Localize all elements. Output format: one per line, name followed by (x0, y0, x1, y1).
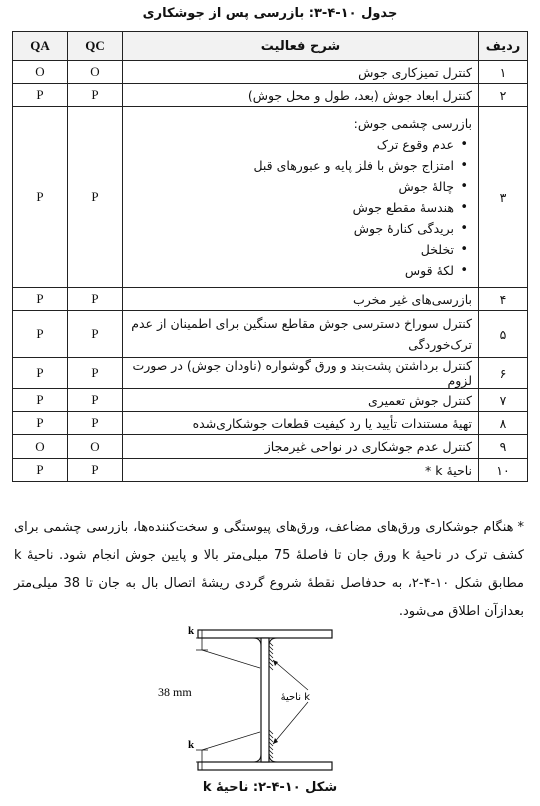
list-item: • لکهٔ قوس (129, 260, 454, 281)
header-qa: QA (13, 32, 68, 61)
zone-leader-top (273, 660, 308, 690)
list-item: • بریدگی کنارهٔ جوش (129, 218, 454, 239)
header-activity: شرح فعالیت (123, 32, 479, 61)
dim-leader-top (202, 650, 260, 668)
web (261, 638, 269, 762)
row-number: ۷ (479, 389, 528, 412)
table-row (13, 84, 528, 107)
row-description: تهیهٔ مستندات تأیید یا رد کیفیت قطعات جوشکاری‌شده (123, 412, 479, 435)
fillet-top-left (253, 638, 261, 646)
table-title: جدول ۱۰-۴-۳: بازرسی پس از جوشکاری (142, 6, 398, 21)
table-row (13, 435, 528, 459)
table-row (13, 358, 528, 389)
table-row (13, 311, 528, 358)
bottom-flange (198, 762, 332, 770)
table-row (13, 389, 528, 412)
row-qc: O (68, 435, 123, 459)
row-description: کنترل ابعاد جوش (بعد، طول و محل جوش) (123, 84, 479, 107)
row-number: ۱۰ (479, 459, 528, 482)
row-description (123, 107, 479, 288)
row-qa: P (13, 107, 68, 288)
header-row-no: ردیف (479, 32, 528, 61)
k-zone-hatch-bottom (269, 730, 273, 758)
row-qa: P (13, 84, 68, 107)
row-qa: O (13, 435, 68, 459)
fillet-top-right (269, 638, 277, 646)
row-description: کنترل تمیزکاری جوش (123, 61, 479, 84)
table-header-row (13, 32, 528, 61)
row-qc: P (68, 311, 123, 358)
footnote (14, 514, 524, 626)
zone-leader-bottom (273, 702, 308, 744)
row-number: ۹ (479, 435, 528, 459)
row-qc: P (68, 84, 123, 107)
list-item: • تخلخل (129, 239, 454, 260)
k-top-label: k (188, 625, 195, 637)
table-row (13, 61, 528, 84)
row-description: کنترل سوراخ دسترسی جوش مقاطع سنگین برای اطمینان از عدم ترک‌خوردگی (123, 311, 479, 358)
row-qc: P (68, 107, 123, 288)
row-qc: P (68, 459, 123, 482)
row-qc: P (68, 288, 123, 311)
list-item: • عدم وقوع ترک (129, 134, 454, 155)
table-row (13, 107, 528, 288)
list-item: • امتزاج جوش با فلز پایه و عبورهای قبل (129, 155, 454, 176)
row-number: ۶ (479, 358, 528, 389)
header-qc: QC (68, 32, 123, 61)
dim-38mm-label: 38 mm (158, 685, 192, 699)
row-number: ۱ (479, 61, 528, 84)
dim-leader-bottom (202, 732, 260, 750)
row-qa: P (13, 358, 68, 389)
visual-inspection-list (129, 134, 472, 281)
footnote-star: * (517, 520, 524, 535)
row-number: ۴ (479, 288, 528, 311)
row-number: ۸ (479, 412, 528, 435)
list-item: • هندسهٔ مقطع جوش (129, 197, 454, 218)
list-item: • چالهٔ جوش (129, 176, 454, 197)
row-qc: O (68, 61, 123, 84)
row-description: بازرسی‌های غیر مخرب (123, 288, 479, 311)
row-qa: P (13, 459, 68, 482)
row-qa: P (13, 389, 68, 412)
row-qc: P (68, 358, 123, 389)
row-description: کنترل عدم جوشکاری در نواحی غیرمجاز (123, 435, 479, 459)
fillet-bottom-left (253, 754, 261, 762)
k-zone-hatch-top (269, 642, 273, 670)
table-row (13, 288, 528, 311)
footnote-text: هنگام جوشکاری ورق‌های مضاعف، ورق‌های پیوستگی و سخت‌کننده‌ها، بازرسی چشمی برای کشف ترک در ناحیهٔ k ورق جان تا فاصلهٔ 75 میلی‌متر بالا و پایین جوش انجام شود. ناحیهٔ k مطابق شکل ۱۰-۴-۲، به حدفاصل نقطهٔ شروع گردی ریشهٔ اتصال بال به جان تا 38 میلی‌متر بعدازآن اطلاق می‌شود. (14, 520, 524, 619)
row-qc: P (68, 412, 123, 435)
figure-caption: شکل ۱۰-۴-۲: ناحیهٔ k (202, 780, 338, 795)
row-number: ۲ (479, 84, 528, 107)
row-description: ناحیهٔ k * (123, 459, 479, 482)
post-weld-inspection-table (12, 31, 528, 482)
row-qa: P (13, 412, 68, 435)
row-description: کنترل جوش تعمیری (123, 389, 479, 412)
row-qc: P (68, 389, 123, 412)
row-number: ۵ (479, 311, 528, 358)
row-qa: O (13, 61, 68, 84)
row-number: ۳ (479, 107, 528, 288)
table-row (13, 459, 528, 482)
top-flange (198, 630, 332, 638)
k-zone-figure (140, 620, 400, 780)
row-qa: P (13, 288, 68, 311)
k-bottom-label: k (188, 739, 195, 751)
k-zone-label: k ناحیهٔ (280, 692, 310, 703)
row-description-heading: بازرسی چشمی جوش: (353, 116, 472, 131)
row-qa: P (13, 311, 68, 358)
row-description: کنترل برداشتن پشت‌بند و ورق گوشواره (ناودان جوش) در صورت لزوم (123, 358, 479, 389)
table-row (13, 412, 528, 435)
